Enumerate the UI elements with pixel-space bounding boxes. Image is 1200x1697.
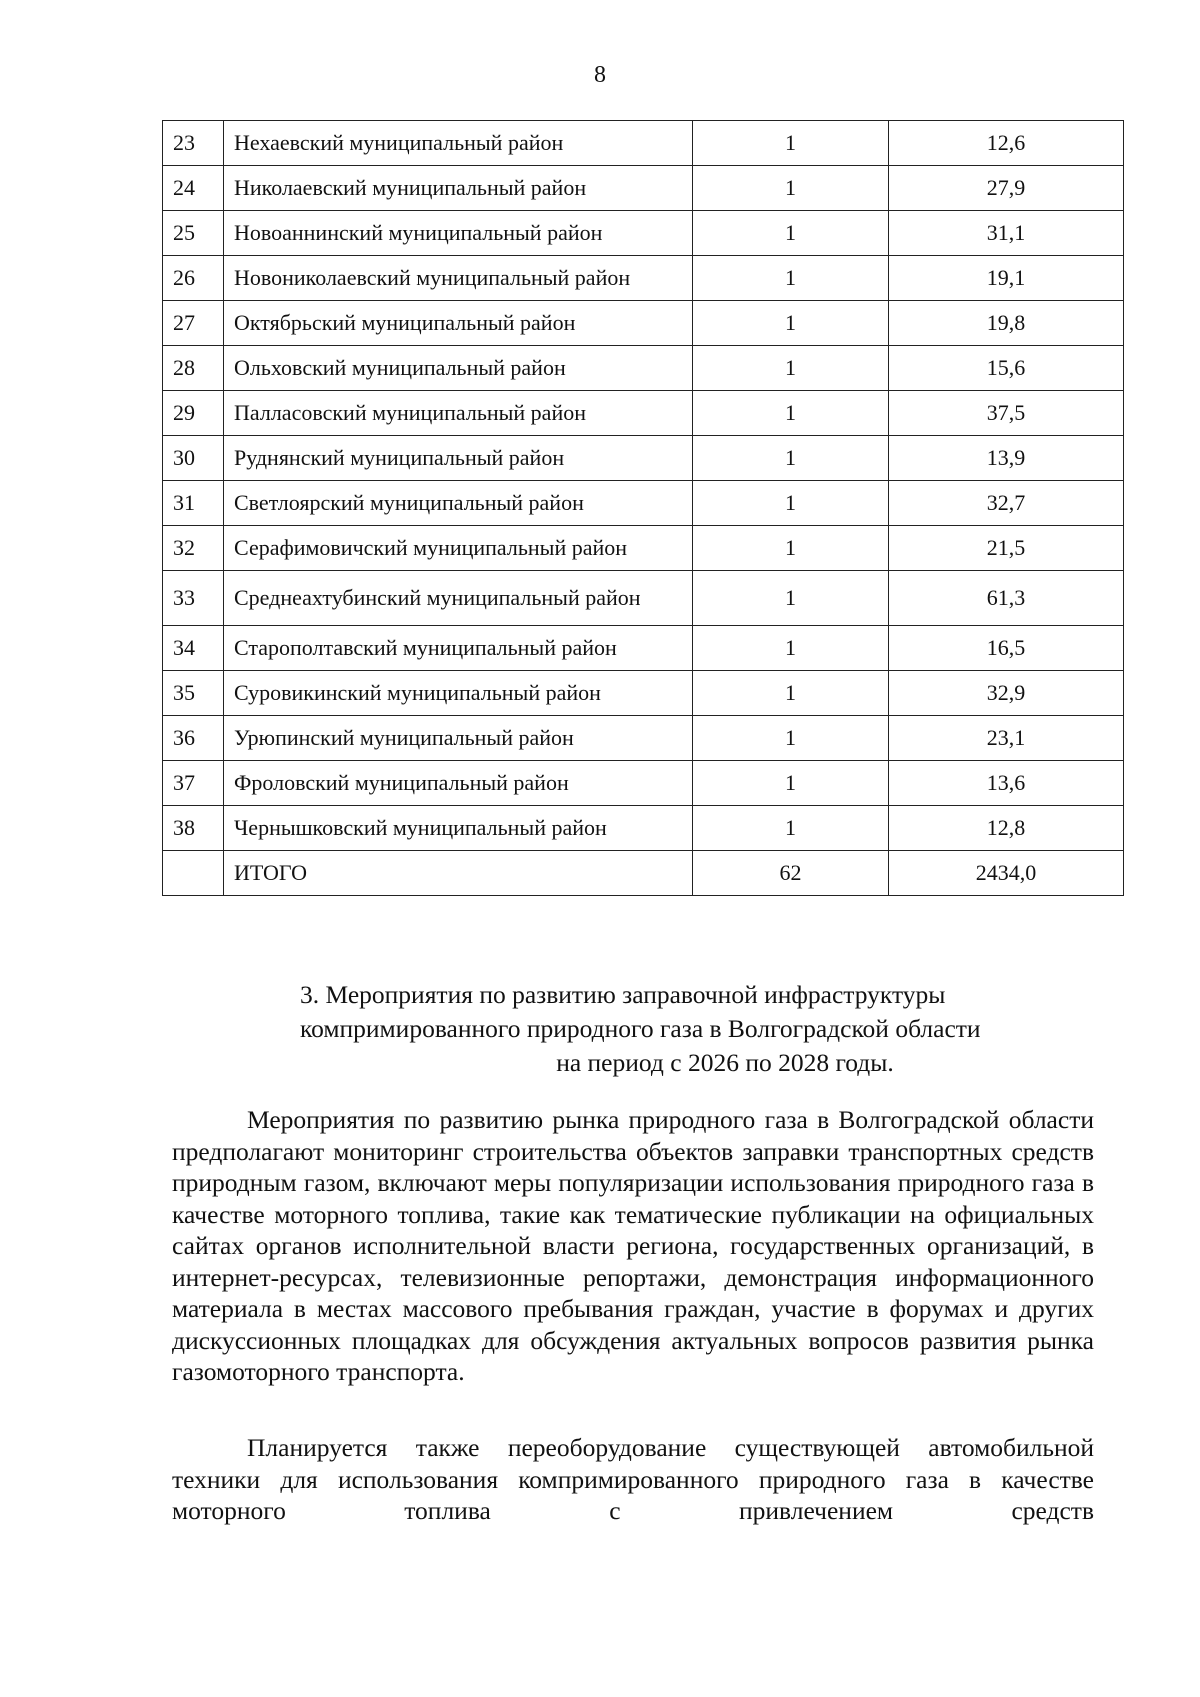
municipal-district-table xyxy=(162,120,1124,896)
row-number: 24 xyxy=(163,166,224,211)
row-number: 30 xyxy=(163,436,224,481)
value-cell: 15,6 xyxy=(889,346,1124,391)
table-row xyxy=(163,761,1124,806)
station-count: 1 xyxy=(693,571,889,626)
row-number: 37 xyxy=(163,761,224,806)
district-name: Руднянский муниципальный район xyxy=(224,436,693,481)
table-row xyxy=(163,301,1124,346)
station-count: 1 xyxy=(693,761,889,806)
station-count: 1 xyxy=(693,301,889,346)
body-paragraph: Мероприятия по развитию рынка природного газа в Волгоградской области предполагают мониторинг строительства объектов заправки транспортных средств природным газом, включают меры популяризации использования природного газа в качестве моторного топлива, такие как тематические публикации на официальных сайтах органов исполнительной власти региона, государственных организаций, в интернет-ресурсах, телевизионные репортажи, демонстрация информационного материала в местах массового пребывания граждан, участие в форумах и других дискуссионных площадках для обсуждения актуальных вопросов развития рынка газомоторного транспорта. xyxy=(172,1105,1094,1386)
table-row xyxy=(163,671,1124,716)
table-row xyxy=(163,571,1124,626)
district-name: Светлоярский муниципальный район xyxy=(224,481,693,526)
table-row xyxy=(163,806,1124,851)
table-row xyxy=(163,121,1124,166)
table-row xyxy=(163,626,1124,671)
district-name: Суровикинский муниципальный район xyxy=(224,671,693,716)
district-name: Урюпинский муниципальный район xyxy=(224,716,693,761)
section-heading-line: 3. Мероприятия по развитию заправочной инфраструктуры xyxy=(300,980,946,1009)
station-count: 1 xyxy=(693,716,889,761)
table-row xyxy=(163,346,1124,391)
row-number: 23 xyxy=(163,121,224,166)
value-cell: 21,5 xyxy=(889,526,1124,571)
table-row xyxy=(163,256,1124,301)
station-count: 1 xyxy=(693,671,889,716)
section-heading xyxy=(300,978,1090,1080)
district-name: Палласовский муниципальный район xyxy=(224,391,693,436)
row-number: 32 xyxy=(163,526,224,571)
station-count: 1 xyxy=(693,391,889,436)
row-number: 26 xyxy=(163,256,224,301)
station-count: 1 xyxy=(693,256,889,301)
row-number: 36 xyxy=(163,716,224,761)
table-row xyxy=(163,481,1124,526)
value-cell: 23,1 xyxy=(889,716,1124,761)
page-number: 8 xyxy=(594,62,606,88)
district-name: Чернышковский муниципальный район xyxy=(224,806,693,851)
total-label: ИТОГО xyxy=(224,851,693,896)
value-cell: 13,6 xyxy=(889,761,1124,806)
table-row xyxy=(163,436,1124,481)
total-value: 2434,0 xyxy=(889,851,1124,896)
value-cell: 13,9 xyxy=(889,436,1124,481)
value-cell: 32,9 xyxy=(889,671,1124,716)
district-name: Среднеахтубинский муниципальный район xyxy=(224,571,693,626)
district-name: Старополтавский муниципальный район xyxy=(224,626,693,671)
value-cell: 31,1 xyxy=(889,211,1124,256)
value-cell: 61,3 xyxy=(889,571,1124,626)
row-number: 25 xyxy=(163,211,224,256)
value-cell: 12,8 xyxy=(889,806,1124,851)
district-name: Николаевский муниципальный район xyxy=(224,166,693,211)
total-row-number xyxy=(163,851,224,896)
row-number: 33 xyxy=(163,571,224,626)
value-cell: 32,7 xyxy=(889,481,1124,526)
station-count: 1 xyxy=(693,211,889,256)
district-name: Новониколаевский муниципальный район xyxy=(224,256,693,301)
station-count: 1 xyxy=(693,481,889,526)
section-heading-line: компримированного природного газа в Волгоградской области xyxy=(300,1014,981,1043)
station-count: 1 xyxy=(693,526,889,571)
district-name: Ольховский муниципальный район xyxy=(224,346,693,391)
table-row xyxy=(163,391,1124,436)
row-number: 29 xyxy=(163,391,224,436)
value-cell: 27,9 xyxy=(889,166,1124,211)
row-number: 27 xyxy=(163,301,224,346)
district-name: Нехаевский муниципальный район xyxy=(224,121,693,166)
row-number: 35 xyxy=(163,671,224,716)
station-count: 1 xyxy=(693,346,889,391)
row-number: 28 xyxy=(163,346,224,391)
total-count: 62 xyxy=(693,851,889,896)
value-cell: 37,5 xyxy=(889,391,1124,436)
table-row xyxy=(163,166,1124,211)
station-count: 1 xyxy=(693,806,889,851)
district-name: Фроловский муниципальный район xyxy=(224,761,693,806)
value-cell: 12,6 xyxy=(889,121,1124,166)
station-count: 1 xyxy=(693,166,889,211)
value-cell: 19,1 xyxy=(889,256,1124,301)
row-number: 31 xyxy=(163,481,224,526)
body-paragraph: Планируется также переоборудование существующей автомобильной техники для использования компримированного природного газа в качестве моторного топлива с привлечением средств xyxy=(172,1433,1094,1525)
district-name: Октябрьский муниципальный район xyxy=(224,301,693,346)
station-count: 1 xyxy=(693,626,889,671)
row-number: 38 xyxy=(163,806,224,851)
district-name: Новоаннинский муниципальный район xyxy=(224,211,693,256)
table-row xyxy=(163,211,1124,256)
district-name: Серафимовичский муниципальный район xyxy=(224,526,693,571)
section-heading-line: на период с 2026 по 2028 годы. xyxy=(556,1048,894,1077)
table-row xyxy=(163,526,1124,571)
table-row xyxy=(163,716,1124,761)
station-count: 1 xyxy=(693,436,889,481)
value-cell: 19,8 xyxy=(889,301,1124,346)
value-cell: 16,5 xyxy=(889,626,1124,671)
table-total-row xyxy=(163,851,1124,896)
row-number: 34 xyxy=(163,626,224,671)
station-count: 1 xyxy=(693,121,889,166)
